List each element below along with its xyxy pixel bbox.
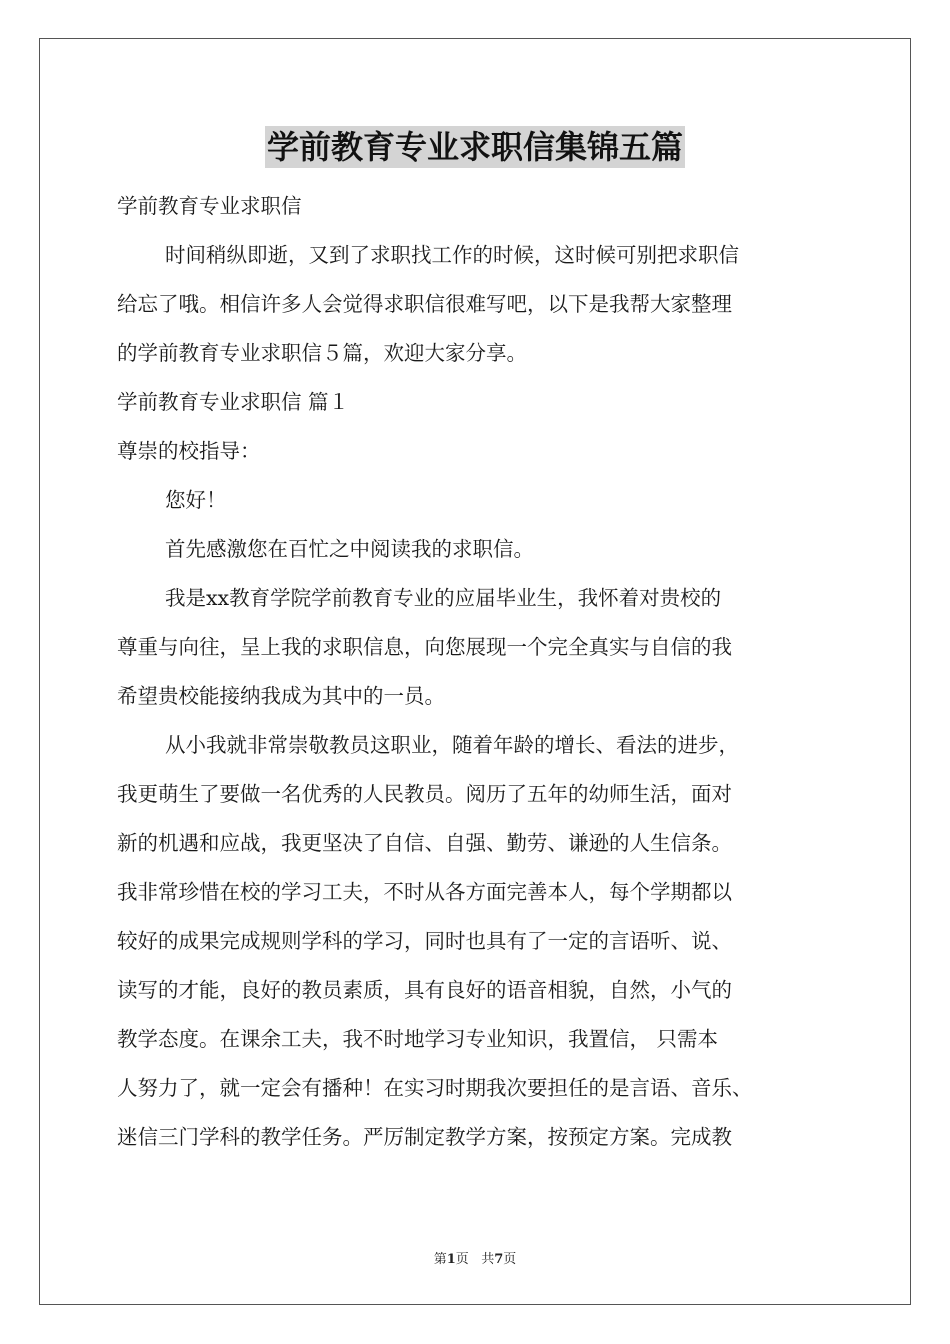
total-pages: 7 xyxy=(494,1252,504,1267)
body-line: 教学态度。在课余工夫，我不时地学习专业知识，我置信， 只需本 xyxy=(117,1027,719,1051)
body-line: 人努力了，就一定会有播种！在实习时期我次要担任的是言语、音乐、 xyxy=(117,1076,753,1100)
salutation: 尊崇的校指导： xyxy=(117,439,261,463)
body-line: 较好的成果完成规则学科的学习，同时也具有了一定的言语听、说、 xyxy=(117,929,732,953)
body-line: 读写的才能，良好的教员素质，具有良好的语音相貌，自然，小气的 xyxy=(117,978,732,1002)
body-line: 首先感激您在百忙之中阅读我的求职信。 xyxy=(165,537,534,561)
body-line: 尊重与向往，呈上我的求职信息，向您展现一个完全真实与自信的我 xyxy=(117,635,732,659)
total-label-suffix: 页 xyxy=(503,1252,517,1267)
body-line: 的学前教育专业求职信５篇，欢迎大家分享。 xyxy=(117,341,527,365)
body-line: 给忘了哦。相信许多人会觉得求职信很难写吧，以下是我帮大家整理 xyxy=(117,292,732,316)
page-footer xyxy=(0,1248,950,1267)
body-line: 希望贵校能接纳我成为其中的一员。 xyxy=(117,684,445,708)
body-line: 时间稍纵即逝，又到了求职找工作的时候，这时候可别把求职信 xyxy=(165,243,739,267)
body-line: 我更萌生了要做一名优秀的人民教员。阅历了五年的幼师生活，面对 xyxy=(117,782,732,806)
body-line: 我是xx教育学院学前教育专业的应届毕业生，我怀着对贵校的 xyxy=(165,586,722,610)
total-label-prefix: 共 xyxy=(481,1252,495,1267)
body-line: 新的机遇和应战，我更坚决了自信、自强、勤劳、谦逊的人生信条。 xyxy=(117,831,732,855)
body-line: 迷信三门学科的教学任务。严厉制定教学方案，按预定方案。完成教 xyxy=(117,1125,732,1149)
page-number: 1 xyxy=(446,1252,456,1267)
greeting: 您好！ xyxy=(165,488,227,512)
body-line: 从小我就非常崇敬教员这职业，随着年龄的增长、看法的进步， xyxy=(165,733,739,757)
page-label-prefix: 第 xyxy=(433,1252,447,1267)
document-body xyxy=(117,182,837,1162)
title-container xyxy=(0,126,950,168)
body-line: 学前教育专业求职信 xyxy=(117,194,302,218)
page-label-suffix: 页 xyxy=(455,1252,469,1267)
document-title: 学前教育专业求职信集锦五篇 xyxy=(266,128,683,166)
body-line: 我非常珍惜在校的学习工夫，不时从各方面完善本人，每个学期都以 xyxy=(117,880,732,904)
section-heading: 学前教育专业求职信 篇１ xyxy=(117,390,350,414)
